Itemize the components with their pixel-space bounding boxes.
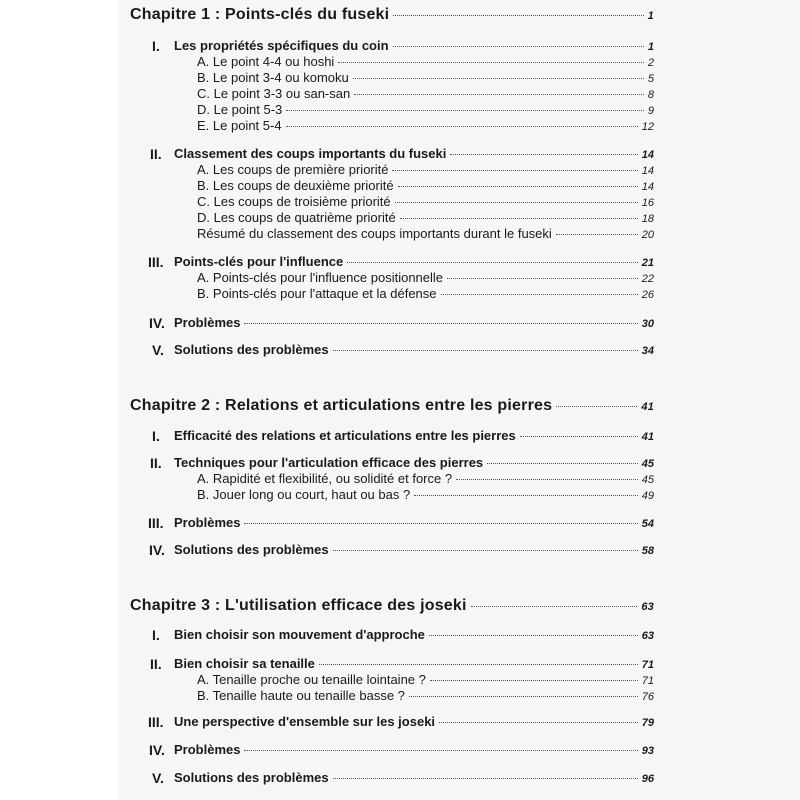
leader-dots bbox=[244, 750, 637, 751]
leader-dots bbox=[286, 126, 638, 127]
leader-dots bbox=[392, 170, 637, 171]
page-number: 71 bbox=[641, 659, 654, 671]
section-entry[interactable] bbox=[174, 714, 654, 729]
section-title: Solutions des problèmes bbox=[174, 342, 329, 357]
subsection-title: C. Le point 3-3 ou san-san bbox=[197, 86, 351, 101]
section-title: Solutions des problèmes bbox=[174, 770, 329, 785]
section-number: I. bbox=[152, 428, 160, 444]
subsection-entry[interactable] bbox=[197, 70, 654, 85]
page-number: 58 bbox=[641, 545, 654, 557]
page-number: 18 bbox=[641, 213, 654, 225]
subsection-title: B. Les coups de deuxième priorité bbox=[197, 178, 394, 193]
subsection-entry[interactable] bbox=[197, 178, 654, 193]
chapter-2-entry[interactable] bbox=[130, 397, 654, 415]
subsection-title: A. Le point 4-4 ou hoshi bbox=[197, 54, 335, 69]
chapter-title: Chapitre 2 : Relations et articulations entre les pierres bbox=[130, 397, 553, 414]
section-entry[interactable] bbox=[174, 770, 654, 785]
leader-dots bbox=[244, 323, 637, 324]
subsection-entry[interactable] bbox=[197, 86, 654, 101]
leader-dots bbox=[556, 234, 638, 235]
section-title: Problèmes bbox=[174, 742, 241, 757]
subsection-entry[interactable] bbox=[197, 672, 654, 687]
section-number: IV. bbox=[149, 315, 165, 331]
page-number: 26 bbox=[641, 289, 654, 301]
section-entry[interactable] bbox=[174, 742, 654, 757]
leader-dots bbox=[400, 218, 638, 219]
subsection-title: A. Les coups de première priorité bbox=[197, 162, 389, 177]
section-title: Bien choisir sa tenaille bbox=[174, 656, 315, 671]
page-number: 14 bbox=[641, 149, 654, 161]
subsection-entry[interactable] bbox=[197, 118, 654, 133]
subsection-entry[interactable] bbox=[197, 487, 654, 502]
leader-dots bbox=[430, 680, 638, 681]
leader-dots bbox=[333, 350, 638, 351]
page-number: 41 bbox=[641, 431, 654, 443]
subsection-entry[interactable] bbox=[197, 54, 654, 69]
section-number: III. bbox=[148, 254, 164, 270]
page-number: 93 bbox=[641, 745, 654, 757]
subsection-entry[interactable] bbox=[197, 471, 654, 486]
section-title: Bien choisir son mouvement d'approche bbox=[174, 627, 425, 642]
section-title: Solutions des problèmes bbox=[174, 542, 329, 557]
leader-dots bbox=[393, 15, 643, 16]
section-entry[interactable] bbox=[174, 254, 654, 269]
leader-dots bbox=[319, 664, 638, 665]
section-entry[interactable] bbox=[174, 656, 654, 671]
subsection-entry[interactable] bbox=[197, 210, 654, 225]
leader-dots bbox=[414, 495, 638, 496]
leader-dots bbox=[353, 78, 644, 79]
leader-dots bbox=[556, 406, 637, 407]
page-number: 45 bbox=[641, 474, 654, 486]
section-number: V. bbox=[152, 770, 164, 786]
leader-dots bbox=[338, 62, 644, 63]
subsection-entry[interactable] bbox=[197, 286, 654, 301]
section-title: Classement des coups importants du fuseki bbox=[174, 146, 447, 161]
section-entry[interactable] bbox=[174, 515, 654, 530]
leader-dots bbox=[429, 635, 638, 636]
subsection-title: Résumé du classement des coups importants durant le fuseki bbox=[197, 226, 552, 241]
page-number: 54 bbox=[641, 518, 654, 530]
section-number: II. bbox=[150, 455, 162, 471]
section-entry[interactable] bbox=[174, 315, 654, 330]
page-number: 1 bbox=[647, 10, 654, 22]
page-number: 20 bbox=[641, 229, 654, 241]
subsection-title: A. Rapidité et flexibilité, ou solidité et force ? bbox=[197, 471, 453, 486]
subsection-entry[interactable] bbox=[197, 226, 654, 241]
page-number: 1 bbox=[647, 41, 654, 53]
subsection-title: A. Points-clés pour l'influence positionnelle bbox=[197, 270, 444, 285]
leader-dots bbox=[333, 778, 638, 779]
leader-dots bbox=[398, 186, 638, 187]
subsection-title: B. Jouer long ou court, haut ou bas ? bbox=[197, 487, 411, 502]
leader-dots bbox=[393, 46, 644, 47]
leader-dots bbox=[395, 202, 638, 203]
page-number: 79 bbox=[641, 717, 654, 729]
section-title: Une perspective d'ensemble sur les joseki bbox=[174, 714, 436, 729]
leader-dots bbox=[456, 479, 638, 480]
subsection-title: B. Le point 3-4 ou komoku bbox=[197, 70, 349, 85]
page-number: 14 bbox=[641, 165, 654, 177]
subsection-entry[interactable] bbox=[197, 162, 654, 177]
leader-dots bbox=[520, 436, 638, 437]
page-number: 5 bbox=[647, 73, 654, 85]
leader-dots bbox=[439, 722, 638, 723]
page-number: 63 bbox=[641, 630, 654, 642]
subsection-title: D. Le point 5-3 bbox=[197, 102, 283, 117]
section-number: I. bbox=[152, 627, 160, 643]
section-number: II. bbox=[150, 146, 162, 162]
page-number: 96 bbox=[641, 773, 654, 785]
section-title: Efficacité des relations et articulations entre les pierres bbox=[174, 428, 516, 443]
page-number: 9 bbox=[647, 105, 654, 117]
chapter-1-entry[interactable] bbox=[130, 6, 654, 24]
page-number: 49 bbox=[641, 490, 654, 502]
page-number: 2 bbox=[647, 57, 654, 69]
section-number: IV. bbox=[149, 542, 165, 558]
leader-dots bbox=[409, 696, 638, 697]
page-number: 21 bbox=[641, 257, 654, 269]
subsection-entry[interactable] bbox=[197, 270, 654, 285]
section-entry[interactable] bbox=[174, 627, 654, 642]
leader-dots bbox=[347, 262, 638, 263]
leader-dots bbox=[333, 550, 638, 551]
page-number: 63 bbox=[641, 601, 654, 613]
subsection-title: E. Le point 5-4 bbox=[197, 118, 282, 133]
leader-dots bbox=[286, 110, 644, 111]
page-number: 34 bbox=[641, 345, 654, 357]
section-entry[interactable] bbox=[174, 342, 654, 357]
leader-dots bbox=[471, 606, 638, 607]
leader-dots bbox=[487, 463, 638, 464]
section-title: Problèmes bbox=[174, 515, 241, 530]
section-entry[interactable] bbox=[174, 542, 654, 557]
section-number: II. bbox=[150, 656, 162, 672]
section-entry[interactable] bbox=[174, 146, 654, 161]
section-number: I. bbox=[152, 38, 160, 54]
subsection-title: C. Les coups de troisième priorité bbox=[197, 194, 391, 209]
page-number: 22 bbox=[641, 273, 654, 285]
leader-dots bbox=[450, 154, 637, 155]
leader-dots bbox=[354, 94, 644, 95]
section-entry[interactable] bbox=[174, 428, 654, 443]
section-title: Les propriétés spécifiques du coin bbox=[174, 38, 389, 53]
subsection-title: D. Les coups de quatrième priorité bbox=[197, 210, 396, 225]
section-number: V. bbox=[152, 342, 164, 358]
page-number: 14 bbox=[641, 181, 654, 193]
subsection-title: B. Points-clés pour l'attaque et la défense bbox=[197, 286, 437, 301]
page-number: 16 bbox=[641, 197, 654, 209]
chapter-title: Chapitre 1 : Points-clés du fuseki bbox=[130, 6, 390, 23]
section-title: Problèmes bbox=[174, 315, 241, 330]
subsection-title: B. Tenaille haute ou tenaille basse ? bbox=[197, 688, 405, 703]
chapter-title: Chapitre 3 : L'utilisation efficace des joseki bbox=[130, 597, 467, 614]
section-entry[interactable] bbox=[174, 38, 654, 53]
subsection-entry[interactable] bbox=[197, 102, 654, 117]
section-number: III. bbox=[148, 714, 164, 730]
chapter-3-entry[interactable] bbox=[130, 597, 654, 615]
section-title: Techniques pour l'articulation efficace des pierres bbox=[174, 455, 484, 470]
page-number: 71 bbox=[641, 675, 654, 687]
subsection-title: A. Tenaille proche ou tenaille lointaine ? bbox=[197, 672, 426, 687]
section-number: III. bbox=[148, 515, 164, 531]
leader-dots bbox=[441, 294, 638, 295]
leader-dots bbox=[244, 523, 637, 524]
page-number: 12 bbox=[641, 121, 654, 133]
section-number: IV. bbox=[149, 742, 165, 758]
subsection-entry[interactable] bbox=[197, 688, 654, 703]
subsection-entry[interactable] bbox=[197, 194, 654, 209]
section-title: Points-clés pour l'influence bbox=[174, 254, 344, 269]
page-number: 41 bbox=[641, 401, 654, 413]
leader-dots bbox=[447, 278, 638, 279]
section-entry[interactable] bbox=[174, 455, 654, 470]
page-number: 76 bbox=[641, 691, 654, 703]
page-number: 45 bbox=[641, 458, 654, 470]
page-number: 8 bbox=[647, 89, 654, 101]
page-number: 30 bbox=[641, 318, 654, 330]
